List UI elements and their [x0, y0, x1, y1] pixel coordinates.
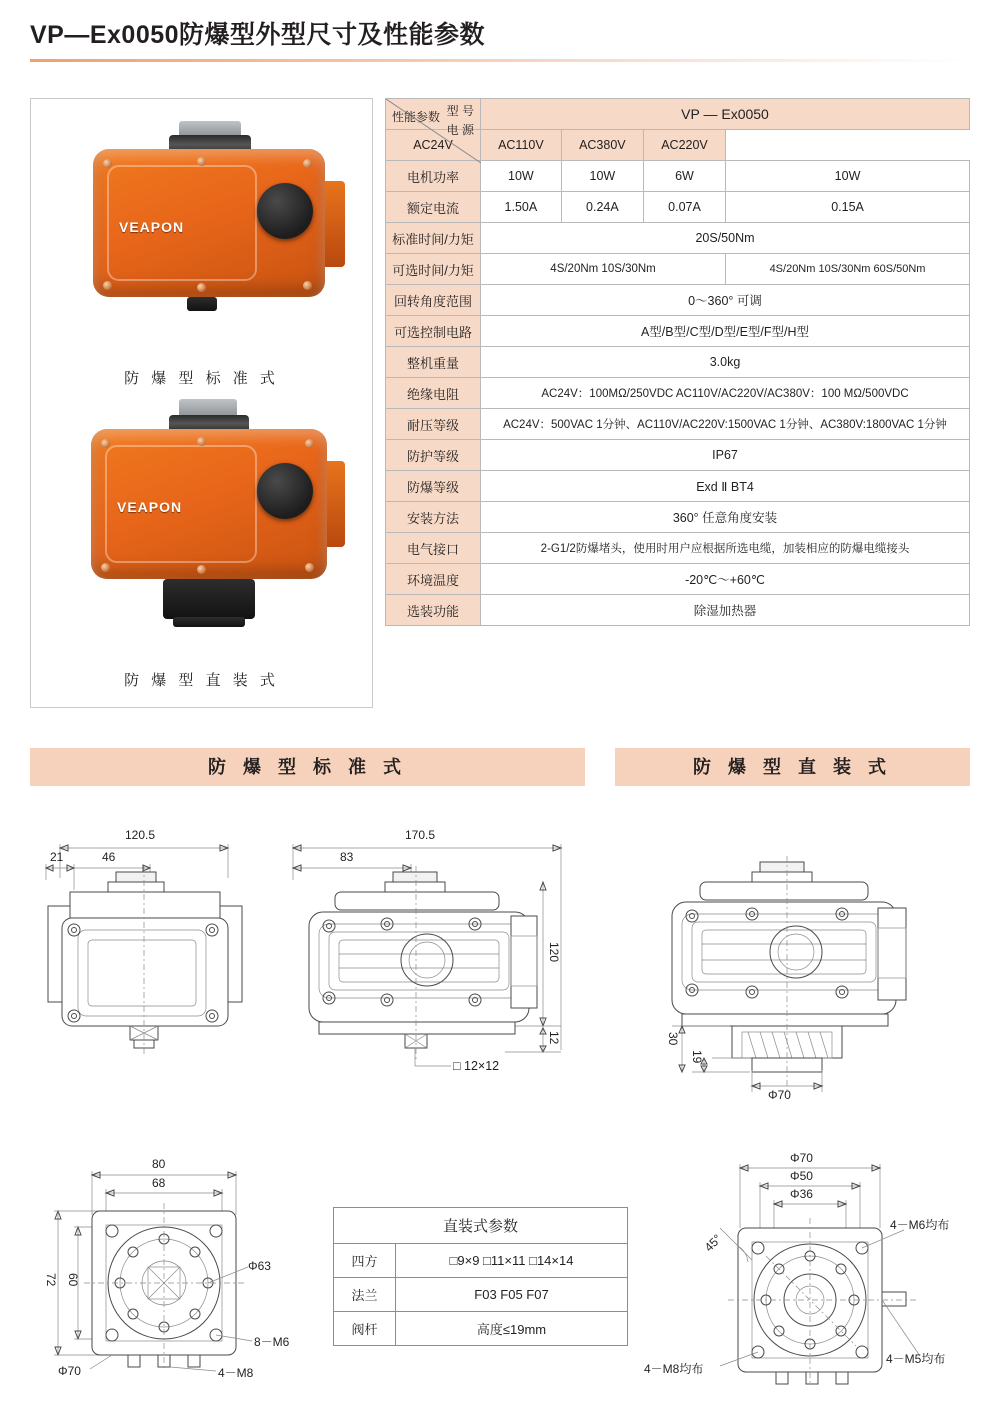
row-cell: 4S/20Nm 10S/30Nm — [481, 254, 726, 285]
row-label: 防护等级 — [386, 440, 481, 471]
row-cell: A型/B型/C型/D型/E型/F型/H型 — [481, 316, 970, 347]
dim-120: 120 — [547, 942, 561, 963]
photo-caption-direct: 防 爆 型 直 装 式 — [124, 672, 279, 689]
table-row — [386, 223, 970, 254]
row-label: 回转角度范围 — [386, 285, 481, 316]
direct-mount-param-table — [333, 1207, 628, 1346]
section-header-direct: 防 爆 型 直 装 式 — [615, 748, 970, 786]
row-label: 标准时间/力矩 — [386, 223, 481, 254]
param-value: F03 F05 F07 — [396, 1278, 628, 1312]
actuator-photo-standard — [71, 121, 341, 351]
label-4-m5: 4－M5均布 — [886, 1352, 946, 1366]
row-cell: 2-G1/2防爆堵头，使用时用户应根据所选电缆，加装相应的防爆电缆接头 — [481, 533, 970, 564]
row-cell: 0.24A — [561, 192, 643, 223]
label-8-m6: 8－M6 — [254, 1335, 290, 1349]
row-label: 绝缘电阻 — [386, 378, 481, 409]
row-cell: 除湿加热器 — [481, 595, 970, 626]
actuator-photo-direct — [71, 399, 341, 649]
table-row — [386, 347, 970, 378]
voltage-ac220v: AC220V — [643, 130, 725, 161]
dim-phi70-direct: Φ70 — [768, 1088, 791, 1102]
dim-45-deg: 45° — [701, 1231, 725, 1255]
row-label: 额定电流 — [386, 192, 481, 223]
row-cell: Exd Ⅱ BT4 — [481, 471, 970, 502]
dim-80: 80 — [152, 1157, 166, 1171]
row-cell: 360° 任意角度安装 — [481, 502, 970, 533]
dim-170-5: 170.5 — [405, 828, 436, 842]
row-cell: IP67 — [481, 440, 970, 471]
param-table-title-row — [334, 1208, 628, 1244]
row-cell: 6W — [643, 161, 725, 192]
dim-83: 83 — [340, 850, 354, 864]
param-value: □9×9 □11×11 □14×14 — [396, 1244, 628, 1278]
table-row — [386, 254, 970, 285]
dim-12: 12 — [547, 1031, 561, 1045]
param-table-row — [334, 1312, 628, 1346]
table-row — [386, 316, 970, 347]
row-cell: 3.0kg — [481, 347, 970, 378]
row-cell: 20S/50Nm — [481, 223, 970, 254]
product-photo-panel — [30, 98, 373, 708]
label-4-m6: 4－M6均布 — [890, 1218, 950, 1232]
specification-table — [385, 98, 970, 626]
dim-30: 30 — [666, 1032, 680, 1046]
dim-46: 46 — [102, 850, 116, 864]
title-divider — [30, 59, 970, 62]
dim-60: 60 — [66, 1273, 80, 1287]
row-cell: 10W — [561, 161, 643, 192]
dim-120-5: 120.5 — [125, 828, 156, 842]
voltage-ac110v: AC110V — [481, 130, 562, 161]
top-block — [30, 98, 970, 708]
dim-phi70-right: Φ70 — [790, 1151, 813, 1165]
dim-19: 19 — [690, 1050, 704, 1064]
label-4-m8-right: 4－M8均布 — [644, 1362, 704, 1376]
row-label: 整机重量 — [386, 347, 481, 378]
param-table-row — [334, 1278, 628, 1312]
row-label: 耐压等级 — [386, 409, 481, 440]
dim-phi36-right: Φ36 — [790, 1187, 813, 1201]
row-label: 选装功能 — [386, 595, 481, 626]
label-square-12x12: □ 12×12 — [453, 1059, 500, 1073]
drawing-bottom-flange — [30, 1155, 320, 1385]
photo-caption-standard: 防 爆 型 标 准 式 — [124, 370, 279, 387]
row-label: 环境温度 — [386, 564, 481, 595]
table-row — [386, 285, 970, 316]
dim-phi70-bottom: Φ70 — [58, 1364, 81, 1378]
param-table-row — [334, 1244, 628, 1278]
voltage-ac24v: AC24V — [386, 130, 481, 161]
table-row — [386, 471, 970, 502]
param-value: 高度≤19mm — [396, 1312, 628, 1346]
table-row — [386, 595, 970, 626]
drawing-direct-side-view — [620, 820, 970, 1120]
corner-model-label: 型 号 — [446, 104, 474, 118]
param-table-title: 直装式参数 — [334, 1208, 628, 1244]
brand-label-1: VEAPON — [119, 219, 185, 235]
row-cell: AC24V：100MΩ/250VDC AC110V/AC220V/AC380V：100 MΩ/500VDC — [481, 378, 970, 409]
table-row — [386, 161, 970, 192]
row-cell: 0.15A — [726, 192, 970, 223]
title-block — [30, 20, 970, 62]
row-cell: 4S/20Nm 10S/30Nm 60S/50Nm — [726, 254, 970, 285]
table-row — [386, 192, 970, 223]
dim-phi50-right: Φ50 — [790, 1169, 813, 1183]
row-cell: 1.50A — [481, 192, 562, 223]
row-cell: 10W — [481, 161, 562, 192]
dim-72: 72 — [44, 1273, 58, 1287]
brand-label-2: VEAPON — [117, 499, 183, 515]
row-cell: 0～360° 可调 — [481, 285, 970, 316]
table-head-row — [386, 99, 970, 130]
row-label: 可选控制电路 — [386, 316, 481, 347]
model-name-cell: VP — Ex0050 — [481, 99, 970, 130]
dim-21: 21 — [50, 850, 64, 864]
param-key: 四方 — [334, 1244, 396, 1278]
table-row — [386, 409, 970, 440]
table-row — [386, 440, 970, 471]
table-row — [386, 502, 970, 533]
table-row — [386, 378, 970, 409]
table-corner-cell — [386, 99, 481, 137]
row-label: 防爆等级 — [386, 471, 481, 502]
corner-power-label: 电 源 — [446, 123, 474, 137]
table-row — [386, 564, 970, 595]
row-cell: 10W — [726, 161, 970, 192]
row-cell: 0.07A — [643, 192, 725, 223]
page-title: VP—Ex0050防爆型外型尺寸及性能参数 — [30, 21, 486, 49]
row-label: 电气接口 — [386, 533, 481, 564]
drawing-front-view — [30, 820, 290, 1110]
drawing-side-view — [275, 820, 585, 1110]
row-label: 安装方法 — [386, 502, 481, 533]
corner-param-label: 性能参数 — [392, 110, 441, 124]
label-4-m8: 4－M8 — [218, 1366, 254, 1380]
dim-phi63: Φ63 — [248, 1259, 271, 1273]
dim-68: 68 — [152, 1176, 166, 1190]
voltage-ac380v: AC380V — [561, 130, 643, 161]
param-key: 法兰 — [334, 1278, 396, 1312]
param-key: 阀杆 — [334, 1312, 396, 1346]
row-label: 可选时间/力矩 — [386, 254, 481, 285]
row-label: 电机功率 — [386, 161, 481, 192]
table-row — [386, 533, 970, 564]
row-cell: AC24V：500VAC 1分钟、AC110V/AC220V:1500VAC 1分钟、AC380V:1800VAC 1分钟 — [481, 409, 970, 440]
drawing-right-flange — [644, 1150, 980, 1390]
row-cell: -20℃～+60℃ — [481, 564, 970, 595]
section-header-standard: 防 爆 型 标 准 式 — [30, 748, 585, 786]
